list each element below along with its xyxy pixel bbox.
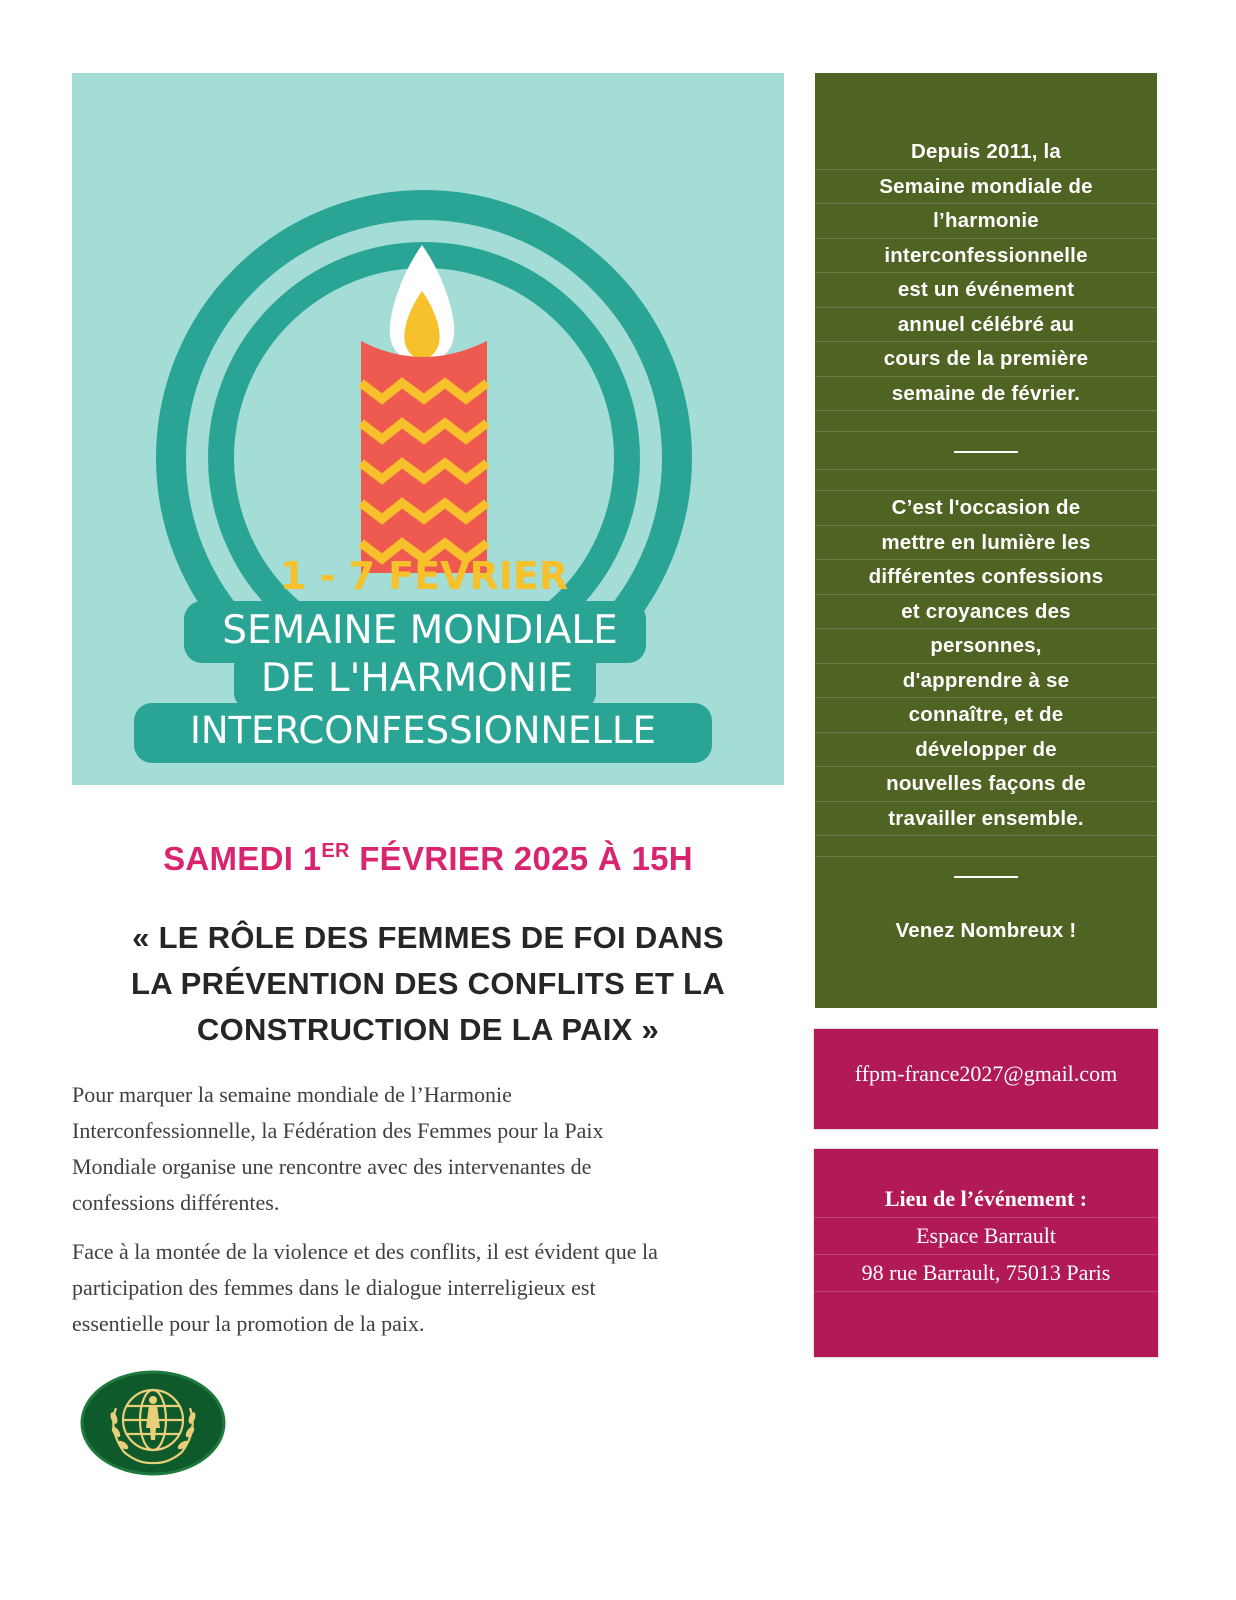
paragraph-line: Pour marquer la semaine mondiale de l’Harmonie [72, 1082, 512, 1107]
event-poster [72, 73, 784, 785]
spacer [815, 894, 1157, 914]
date-part: FÉVRIER 2025 À 15H [349, 840, 693, 877]
candle-illustration [72, 73, 784, 785]
occasion-line: et croyances des [815, 595, 1157, 630]
event-subject [72, 915, 784, 1053]
paragraph-line: Mondiale organise une rencontre avec des intervenantes de [72, 1154, 592, 1179]
contact-email-box [814, 1029, 1158, 1129]
paragraph-line: Interconfessionnelle, la Fédération des Femmes pour la Paix [72, 1118, 604, 1143]
spacer [815, 411, 1157, 432]
date-superscript: ER [321, 840, 350, 862]
subject-line: LA PRÉVENTION DES CONFLITS ET LA [130, 966, 726, 1001]
info-sidebar [815, 73, 1157, 1008]
venue-address: 98 rue Barrault, 75013 Paris [814, 1255, 1158, 1292]
occasion-line: connaître, et de [815, 698, 1157, 733]
intro-line: Depuis 2011, la [815, 135, 1157, 170]
spacer [815, 836, 1157, 857]
intro-line: Semaine mondiale de [815, 170, 1157, 205]
occasion-line: C’est l'occasion de [815, 491, 1157, 526]
occasion-line: nouvelles façons de [815, 767, 1157, 802]
candle-body [361, 341, 487, 573]
intro-line: cours de la première [815, 342, 1157, 377]
context-paragraph [72, 1234, 787, 1342]
intro-line: l’harmonie [815, 204, 1157, 239]
divider [815, 857, 1157, 894]
occasion-line: différentes confessions [815, 560, 1157, 595]
paragraph-line: essentielle pour la promotion de la paix. [72, 1311, 425, 1336]
divider [815, 432, 1157, 470]
contact-email[interactable]: ffpm-france2027@gmail.com [854, 1061, 1118, 1086]
intro-line: interconfessionnelle [815, 239, 1157, 274]
venue-box [814, 1149, 1158, 1357]
subject-line: CONSTRUCTION DE LA PAIX » [196, 1012, 660, 1047]
venue-name: Espace Barrault [814, 1218, 1158, 1255]
spacer [815, 470, 1157, 491]
venue-label: Lieu de l’événement : [814, 1181, 1158, 1218]
event-date-heading [72, 840, 784, 878]
poster-title-line-2: DE L'HARMONIE [260, 656, 574, 701]
date-part: SAMEDI 1 [163, 840, 322, 877]
occasion-line: d'apprendre à se [815, 664, 1157, 699]
paragraph-line: Face à la montée de la violence et des conflits, il est évident que la [72, 1239, 658, 1264]
closing-text: Venez Nombreux ! [895, 919, 1077, 942]
paragraph-line: confessions différentes. [72, 1190, 280, 1215]
intro-paragraph [72, 1077, 787, 1221]
occasion-line: développer de [815, 733, 1157, 768]
subject-line: « LE RÔLE DES FEMMES DE FOI DANS [132, 920, 724, 955]
poster-title-line-1: SEMAINE MONDIALE [222, 608, 618, 653]
intro-line: est un événement [815, 273, 1157, 308]
occasion-line: travailler ensemble. [815, 802, 1157, 837]
intro-line: semaine de février. [815, 377, 1157, 412]
poster-title-line-3: INTERCONFESSIONNELLE [189, 709, 657, 752]
paragraph-line: participation des femmes dans le dialogue interreligieux est [72, 1275, 596, 1300]
poster-dates: 1 - 7 FÉVRIER [279, 554, 569, 598]
occasion-line: mettre en lumière les [815, 526, 1157, 561]
occasion-line: personnes, [815, 629, 1157, 664]
ffpm-logo-icon [78, 1368, 228, 1478]
intro-line: annuel célébré au [815, 308, 1157, 343]
